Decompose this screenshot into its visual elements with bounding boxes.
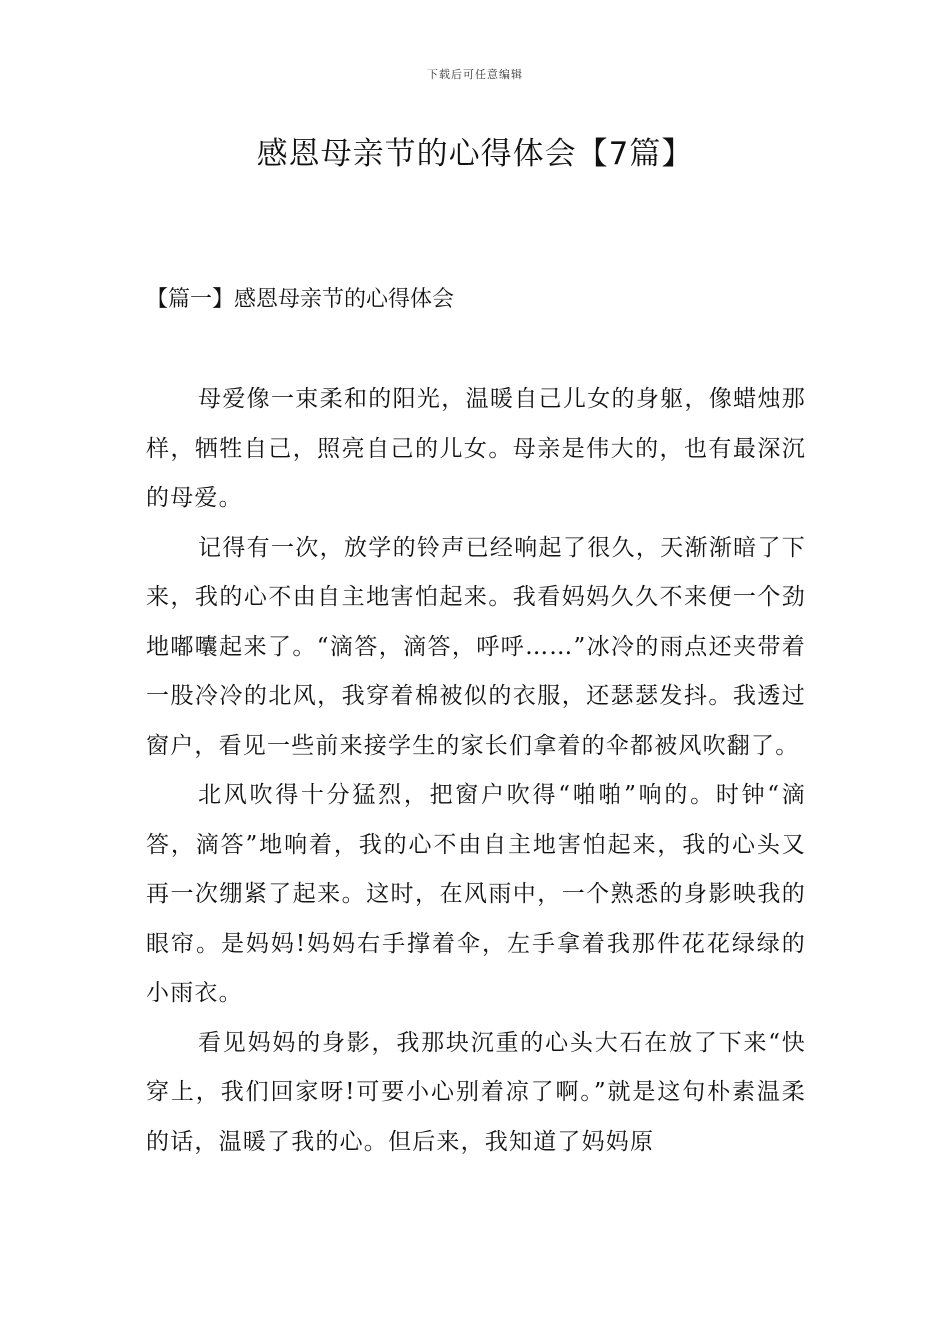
section-heading: 【篇一】感恩母亲节的心得体会 — [146, 287, 455, 312]
paragraph: 母爱像一束柔和的阳光，温暖自己儿女的身躯，像蜡烛那样，牺牲自己，照亮自己的儿女。母亲是伟大的，也有最深沉的母爱。 — [146, 386, 806, 511]
body-text — [146, 375, 806, 1167]
paragraph: 记得有一次，放学的铃声已经响起了很久，天渐渐暗了下来，我的心不由自主地害怕起来。我看妈妈久久不来便一个劲地嘟囔起来了。“滴答，滴答，呼呼……”冰冷的雨点还夹带着一股冷冷的北风，我穿着棉被似的衣服，还瑟瑟发抖。我透过窗户，看见一些前来接学生的家长们拿着的伞都被风吹翻了。 — [146, 534, 806, 759]
paragraph: 北风吹得十分猛烈，把窗户吹得“啪啪”响的。时钟“滴答，滴答”地响着，我的心不由自主地害怕起来，我的心头又再一次绷紧了起来。这时，在风雨中，一个熟悉的身影映我的眼帘。是妈妈!妈妈右手撑着伞，左手拿着我那件花花绿绿的小雨衣。 — [146, 782, 806, 1006]
header-note: 下载后可任意编辑 — [427, 68, 523, 81]
paragraph: 看见妈妈的身影，我那块沉重的心头大石在放了下来“快穿上，我们回家呀!可要小心别着凉了啊。”就是这句朴素温柔的话，温暖了我的心。但后来，我知道了妈妈原 — [146, 1029, 806, 1155]
document-title: 感恩母亲节的心得体会【7篇】 — [256, 136, 694, 172]
